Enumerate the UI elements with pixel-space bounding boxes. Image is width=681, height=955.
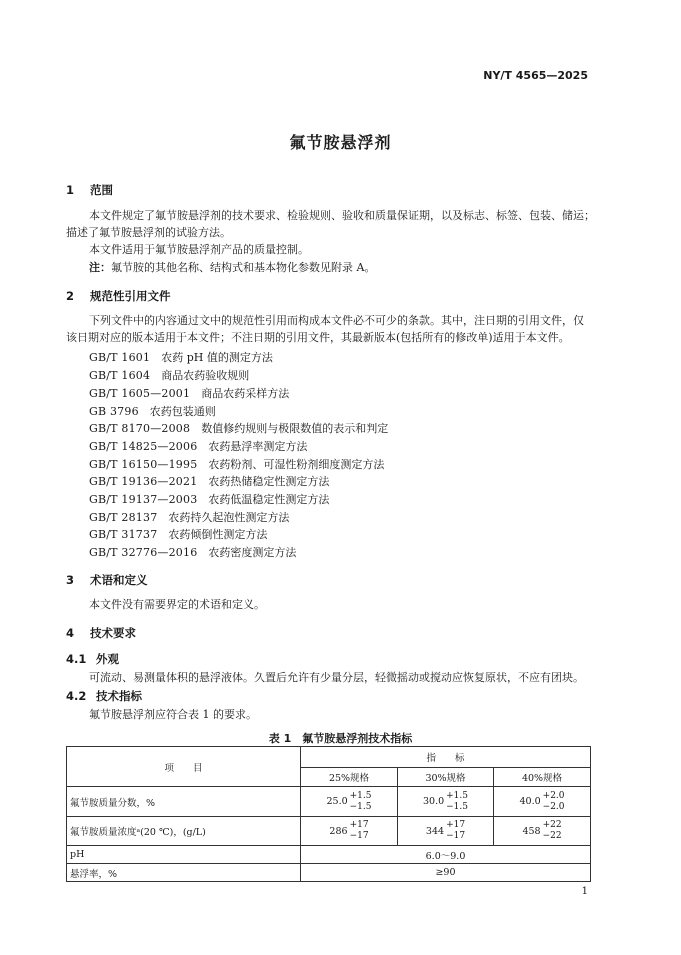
header-item-cell: 项 目 — [67, 747, 301, 787]
reference-name: 商品农药采样方法 — [201, 387, 290, 400]
section-title: 范围 — [90, 183, 113, 197]
reference-code: GB/T 1605—2001 — [89, 387, 191, 400]
tolerance-plus: +22 — [542, 820, 562, 830]
tolerance-cell — [301, 787, 398, 817]
tolerance-minus: −1.5 — [446, 801, 468, 812]
section-number: 1 — [66, 183, 75, 197]
tolerance-minus: −2.0 — [542, 801, 565, 812]
reference-item — [89, 544, 296, 560]
note-label: 注： — [89, 261, 111, 274]
tolerance-minus: −17 — [446, 831, 466, 841]
tolerance-base: 30.0 — [422, 796, 445, 807]
table-row — [67, 864, 591, 882]
tolerance-plus: +1.5 — [446, 790, 468, 801]
reference-name: 农药低温稳定性测定方法 — [208, 493, 330, 506]
row-label: 氟节胺质量浓度ᵃ(20 ℃)，(g/L) — [67, 817, 301, 846]
row-label: pH — [67, 846, 301, 864]
reference-item — [89, 438, 307, 454]
section-title: 规范性引用文件 — [90, 289, 171, 303]
tolerance-minus: −17 — [349, 831, 369, 841]
reference-name: 农药密度测定方法 — [208, 546, 297, 559]
header-index-cell: 指 标 — [301, 747, 591, 768]
subsection-title: 技术指标 — [96, 689, 142, 703]
reference-item — [89, 473, 329, 489]
reference-name: 数值修约规则与极限数值的表示和判定 — [201, 422, 389, 435]
terms-paragraph: 本文件没有需要界定的术语和定义。 — [89, 598, 265, 611]
merged-value-cell: 6.0～9.0 — [301, 846, 591, 864]
reference-name: 农药持久起泡性测定方法 — [168, 511, 290, 524]
reference-name: 农药倾倒性测定方法 — [168, 528, 268, 541]
subsection-4-1-heading — [66, 651, 119, 667]
subsection-title: 外观 — [96, 652, 119, 666]
reference-item — [89, 367, 249, 383]
row-label: 氟节胺质量分数，% — [67, 787, 301, 817]
reference-item — [89, 509, 289, 525]
section-number: 3 — [66, 573, 75, 587]
subsection-number: 4.1 — [66, 652, 87, 666]
scope-note — [89, 259, 375, 276]
reference-code: GB/T 19136—2021 — [89, 475, 198, 488]
scope-paragraph-1a: 本文件规定了氟节胺悬浮剂的技术要求、检验规则、验收和质量保证期，以及标志、标签、包装、储运； — [89, 209, 595, 222]
reference-item — [89, 526, 267, 542]
section-title: 技术要求 — [90, 626, 136, 640]
tolerance-cell — [494, 817, 591, 846]
reference-name: 商品农药验收规则 — [161, 369, 250, 382]
tolerance-base: 286 — [329, 825, 348, 837]
refs-paragraph-1b: 该日期对应的版本适用于本文件；不注日期的引用文件，其最新版本(包括所有的修改单)适用于本文件。 — [66, 331, 570, 344]
scope-paragraph-1b: 描述了氟节胺悬浮剂的试验方法。 — [66, 226, 231, 239]
refs-paragraph-1a: 下列文件中的内容通过文中的规范性引用而构成本文件必不可少的条款。其中，注日期的引用文件，仅 — [89, 314, 584, 327]
reference-code: GB/T 31737 — [89, 528, 158, 541]
note-text: 氟节胺的其他名称、结构式和基本物化参数见附录 A。 — [111, 261, 376, 274]
page-number: 1 — [581, 886, 588, 897]
table-row — [67, 846, 591, 864]
tolerance-base: 40.0 — [519, 796, 541, 807]
section-number: 4 — [66, 626, 75, 640]
subsection-number: 4.2 — [66, 689, 87, 703]
tolerance-cell — [398, 817, 494, 846]
subsection-4-2-heading — [66, 688, 142, 704]
reference-name: 农药粉剂、可湿性粉剂细度测定方法 — [208, 458, 385, 471]
reference-code: GB/T 32776—2016 — [89, 546, 198, 559]
reference-item — [89, 385, 289, 401]
scope-paragraph-2: 本文件适用于氟节胺悬浮剂产品的质量控制。 — [89, 243, 309, 256]
section-2-heading — [66, 288, 171, 304]
document-title: 氟节胺悬浮剂 — [289, 133, 392, 152]
section-1-heading — [66, 182, 113, 198]
tolerance-plus: +2.0 — [542, 790, 565, 801]
merged-value-cell: ≥90 — [301, 864, 591, 882]
table-row — [67, 787, 591, 817]
appearance-paragraph: 可流动、易测量体积的悬浮液体。久置后允许有少量分层，轻微摇动或搅动应恢复原状，不应有团块。 — [89, 671, 584, 684]
reference-name: 农药热储稳定性测定方法 — [208, 475, 330, 488]
reference-item — [89, 349, 273, 365]
tolerance-cell — [398, 787, 494, 817]
tolerance-plus: +1.5 — [349, 790, 372, 801]
reference-item — [89, 420, 388, 436]
spec-paragraph: 氟节胺悬浮剂应符合表 1 的要求。 — [89, 708, 257, 721]
reference-code: GB/T 8170—2008 — [89, 422, 191, 435]
reference-name: 农药悬浮率测定方法 — [208, 440, 308, 453]
reference-item — [89, 491, 329, 507]
reference-name: 农药 pH 值的测定方法 — [161, 351, 273, 364]
tolerance-base: 25.0 — [326, 796, 348, 807]
spec-30-header: 30%规格 — [398, 768, 494, 787]
tolerance-plus: +17 — [446, 820, 466, 830]
standard-code: NY/T 4565—2025 — [483, 69, 588, 82]
reference-name: 农药包装通则 — [149, 405, 216, 418]
reference-code: GB/T 16150—1995 — [89, 458, 198, 471]
table-row — [67, 817, 591, 846]
section-4-heading — [66, 625, 136, 641]
tolerance-minus: −22 — [542, 831, 562, 841]
reference-code: GB/T 1601 — [89, 351, 151, 364]
tolerance-base: 458 — [522, 825, 541, 837]
reference-code: GB 3796 — [89, 405, 139, 418]
reference-item — [89, 403, 216, 419]
reference-code: GB/T 14825—2006 — [89, 440, 198, 453]
tolerance-minus: −1.5 — [349, 801, 372, 812]
row-label: 悬浮率，% — [67, 864, 301, 882]
table-caption: 表 1 氟节胺悬浮剂技术指标 — [268, 732, 413, 745]
section-number: 2 — [66, 289, 75, 303]
section-3-heading — [66, 572, 148, 588]
spec-table — [66, 746, 591, 882]
reference-item — [89, 456, 384, 472]
section-title: 术语和定义 — [90, 573, 148, 587]
reference-code: GB/T 1604 — [89, 369, 151, 382]
tolerance-cell — [494, 787, 591, 817]
reference-code: GB/T 28137 — [89, 511, 158, 524]
tolerance-plus: +17 — [349, 820, 369, 830]
tolerance-base: 344 — [425, 825, 445, 837]
tolerance-cell — [301, 817, 398, 846]
spec-40-header: 40%规格 — [494, 768, 591, 787]
spec-25-header: 25%规格 — [301, 768, 398, 787]
reference-code: GB/T 19137—2003 — [89, 493, 198, 506]
